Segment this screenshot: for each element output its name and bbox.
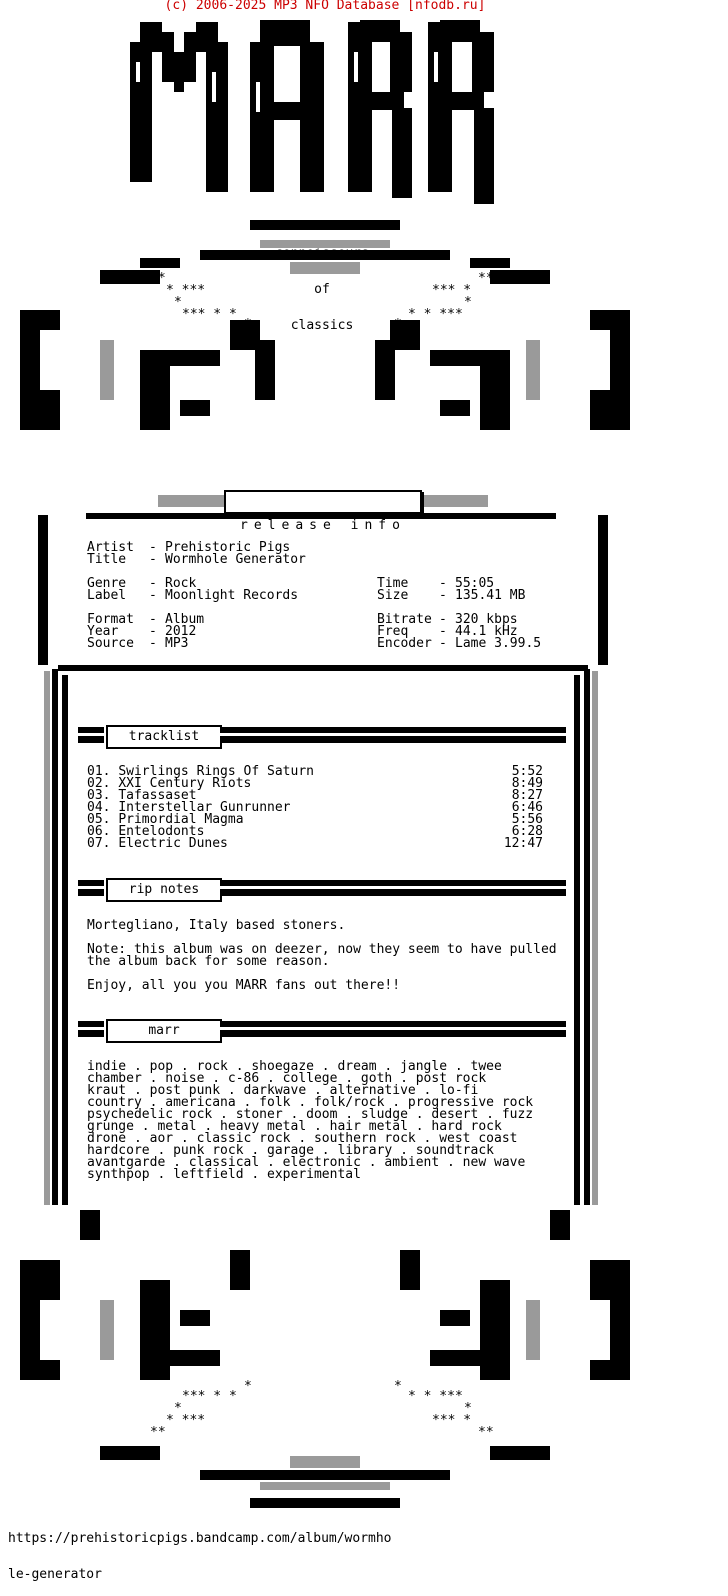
tag-line: grunge . metal . heavy metal . hair metal . hard rock	[87, 1119, 502, 1134]
release-info-separator: -	[149, 576, 165, 591]
tag-line: hardcore . punk rock . garage . library . soundtrack	[87, 1143, 494, 1158]
release-info-key: Format	[87, 612, 134, 627]
release-info-key: Size	[377, 588, 409, 603]
release-info-value: 320 kbps	[455, 612, 518, 627]
release-info-key: Artist	[87, 540, 134, 555]
tracklist-section-header	[78, 725, 566, 747]
svg-text:*: *	[174, 295, 182, 310]
note-line: Mortegliano, Italy based stoners.	[87, 918, 346, 933]
album-url-line[interactable]: le-generator	[8, 1567, 102, 1582]
release-info-header	[224, 490, 422, 533]
release-info-separator: -	[149, 552, 165, 567]
track-duration: 6:28	[511, 824, 543, 839]
credit-line: (c) 2006-2025 MP3 NFO Database [nfodb.ru]	[164, 0, 486, 13]
svg-text:*** *: *** *	[432, 283, 472, 298]
track-number: 05.	[87, 812, 111, 827]
svg-text:* ***: * ***	[166, 1413, 206, 1428]
tag-line: kraut . post punk . darkwave . alternative . lo-fi	[87, 1083, 479, 1098]
svg-text:* * ***: * * ***	[408, 307, 463, 322]
section-bar-right	[220, 1021, 566, 1037]
release-info-value: 2012	[165, 624, 197, 639]
release-info-key: Bitrate	[377, 612, 432, 627]
svg-text:**: **	[150, 271, 166, 286]
track-number: 01.	[87, 764, 111, 779]
track-title: Swirlings Rings Of Saturn	[118, 764, 314, 779]
tag-line: psychedelic rock . stoner . doom . sludge . desert . fuzz	[87, 1107, 534, 1122]
tag-line: chamber . noise . c-86 . college . goth . post rock	[87, 1071, 487, 1086]
svg-text:*** * *: *** * *	[182, 307, 237, 322]
marr-section-header	[78, 1019, 566, 1041]
svg-text:*: *	[464, 1401, 472, 1416]
release-info-value: 135.41 MB	[455, 588, 526, 603]
section-bar-left	[78, 727, 104, 743]
release-info-separator: -	[149, 624, 165, 639]
release-info-separator: -	[149, 612, 165, 627]
tag-line: indie . pop . rock . shoegaze . dream . jangle . twee	[87, 1059, 502, 1074]
marr-logo	[120, 12, 520, 212]
track-duration: 5:52	[511, 764, 543, 779]
svg-text:*** *: *** *	[432, 1413, 472, 1428]
release-info-row	[377, 638, 541, 650]
release-info-value: Wormhole Generator	[165, 552, 306, 567]
track-duration: 8:27	[511, 788, 543, 803]
tag-line: avantgarde . classical . electronic . ambient . new wave	[87, 1155, 526, 1170]
release-info-value: 44.1 kHz	[455, 624, 518, 639]
release-info-row	[87, 614, 306, 626]
track-duration: 8:49	[511, 776, 543, 791]
svg-text:* * ***: * * ***	[408, 1389, 463, 1404]
release-info-right	[377, 578, 541, 650]
section-bar-right	[220, 880, 566, 896]
track-number: 02.	[87, 776, 111, 791]
tag-line: country . americana . folk . folk/rock . progressive rock	[87, 1095, 534, 1110]
release-info-key: Time	[377, 576, 409, 591]
tagline-line: classics	[290, 318, 354, 333]
track-title: Tafassaset	[118, 788, 197, 803]
note-line: Note: this album was on deezer, now they seem to have pulled	[87, 942, 557, 957]
track-title: Primordial Magma	[118, 812, 244, 827]
svg-text:*: *	[464, 295, 472, 310]
marr-label: marr	[106, 1019, 222, 1043]
tag-line: synthpop . leftfield . experimental	[87, 1167, 361, 1182]
svg-text:*: *	[244, 317, 252, 332]
release-info-separator: -	[149, 588, 165, 603]
svg-text:*: *	[174, 1401, 182, 1416]
rip-notes-label: rip notes	[106, 878, 222, 902]
release-info-row	[377, 590, 541, 602]
album-url-line[interactable]: https://prehistoricpigs.bandcamp.com/album/wormho	[8, 1531, 392, 1546]
release-info-key: Encoder	[377, 636, 432, 651]
section-bar-left	[78, 1021, 104, 1037]
track-number: 07.	[87, 836, 111, 851]
track-number: 03.	[87, 788, 111, 803]
tag-line: drone . aor . classic rock . southern rock . west coast	[87, 1131, 518, 1146]
release-info-value: Lame 3.99.5	[455, 636, 542, 651]
release-info-separator: -	[439, 612, 455, 627]
genre-tags	[87, 1061, 567, 1181]
track-title: Interstellar Gunrunner	[118, 800, 291, 815]
svg-text:*: *	[394, 317, 402, 332]
tracklist	[87, 766, 547, 850]
bottom-ornament	[0, 1200, 650, 1510]
track-title: Electric Dunes	[118, 836, 228, 851]
release-info-key: Source	[87, 636, 134, 651]
release-info-separator: -	[149, 540, 165, 555]
release-info-value: Rock	[165, 576, 197, 591]
track-row	[87, 838, 547, 850]
release-info-separator: -	[439, 636, 455, 651]
release-info-value: Moonlight Records	[165, 588, 299, 603]
release-info-row	[87, 554, 306, 566]
section-bar-left	[78, 880, 104, 896]
note-line: Enjoy, all you you MARR fans out there!!	[87, 978, 401, 993]
release-info-value: 55:05	[455, 576, 495, 591]
track-title: XXI Century Riots	[118, 776, 252, 791]
track-duration: 6:46	[511, 800, 543, 815]
release-info-value: Prehistoric Pigs	[165, 540, 291, 555]
svg-text:* ***: * ***	[166, 283, 206, 298]
track-number: 06.	[87, 824, 111, 839]
svg-text:*** * *: *** * *	[182, 1389, 237, 1404]
note-line: the album back for some reason.	[87, 954, 330, 969]
track-number: 04.	[87, 800, 111, 815]
svg-text:*: *	[244, 1379, 252, 1394]
release-info-separator: -	[149, 636, 165, 651]
svg-text:**: **	[478, 1425, 494, 1440]
track-title: Entelodonts	[118, 824, 205, 839]
release-info-row	[87, 638, 306, 650]
release-info-left	[87, 542, 306, 650]
release-info-title: release info	[240, 518, 406, 533]
release-info-key: Year	[87, 624, 119, 639]
rip-notes	[87, 920, 567, 992]
top-ornament	[0, 210, 650, 510]
release-info-row	[87, 590, 306, 602]
track-duration: 5:56	[511, 812, 543, 827]
release-info-key: Freq	[377, 624, 409, 639]
release-info-key: Genre	[87, 576, 127, 591]
track-duration: 12:47	[503, 836, 543, 851]
svg-text:**: **	[150, 1425, 166, 1440]
release-info-value: Album	[165, 612, 205, 627]
tagline-line: of	[314, 282, 330, 297]
rip-notes-section-header	[78, 878, 566, 900]
release-info-separator: -	[439, 624, 455, 639]
tracklist-label: tracklist	[106, 725, 222, 749]
release-info-separator: -	[439, 576, 455, 591]
release-info-value: MP3	[165, 636, 189, 651]
release-info-key: Title	[87, 552, 127, 567]
album-url[interactable]	[8, 1509, 428, 1593]
svg-text:*: *	[394, 1379, 402, 1394]
release-info-separator: -	[439, 588, 455, 603]
release-info-key: Label	[87, 588, 127, 603]
svg-text:**: **	[478, 271, 494, 286]
section-bar-right	[220, 727, 566, 743]
